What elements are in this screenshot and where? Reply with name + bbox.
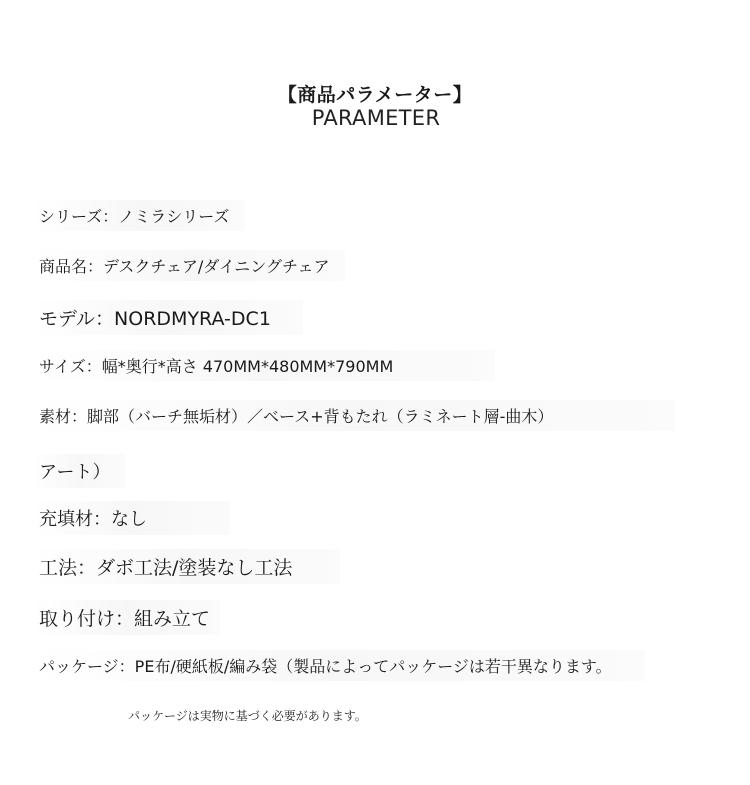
spec-construction: 工法：ダボ工法/塗装なし工法 [33,549,340,584]
spec-size: サイズ：幅*奥行*高さ 470MM*480MM*790MM [33,350,495,381]
spec-package: パッケージ：PE布/硬紙板/編み袋（製品によってパッケージは若干異なります。 [33,650,645,681]
spec-model: モデル：NORDMYRA-DC1 [33,300,303,335]
spec-assembly: 取り付け：組み立て [33,600,220,635]
page-title: 【商品パラメーター】 [277,84,473,106]
spec-material: 素材：脚部（バーチ無垢材）／ベース+背もたれ（ラミネート層-曲木） [33,400,675,431]
spec-filling: 充填材：なし [33,501,230,535]
spec-material-continued: アート） [33,454,125,488]
package-footnote: パッケージは実物に基づく必要があります。 [128,709,367,723]
spec-series: シリーズ：ノミラシリーズ [33,200,245,231]
spec-product-name: 商品名：デスクチェア/ダイニングチェア [33,250,345,281]
page-subtitle: PARAMETER [311,106,441,130]
